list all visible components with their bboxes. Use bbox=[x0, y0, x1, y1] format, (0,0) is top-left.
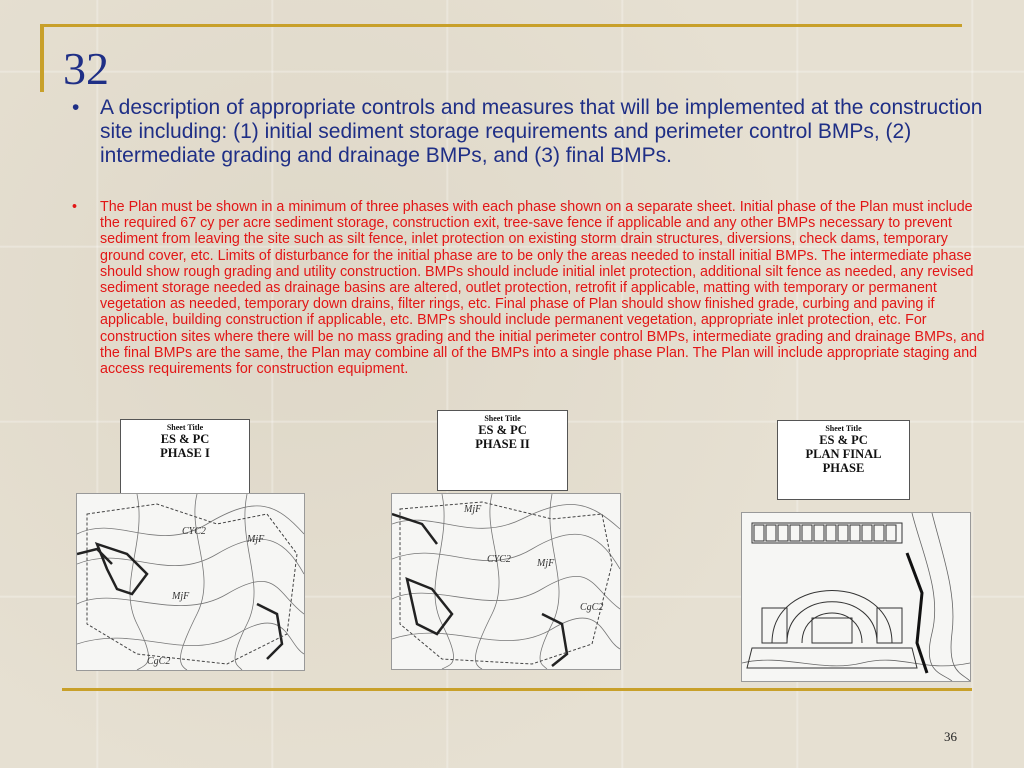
footer-rule bbox=[62, 688, 972, 691]
site-plan-drawing bbox=[77, 494, 304, 670]
sheet-title-phase-2 bbox=[437, 410, 568, 491]
site-plan-map-phase-1 bbox=[76, 493, 305, 671]
title-accent-horizontal-rule bbox=[40, 24, 962, 27]
sheet-title-line3: PHASE bbox=[822, 461, 865, 475]
map-label: MjF bbox=[537, 558, 555, 569]
bullet-item-detail bbox=[72, 199, 992, 377]
slide-title: 32 bbox=[63, 43, 109, 94]
map-label: CYC2 bbox=[182, 526, 206, 537]
page-number: 36 bbox=[944, 729, 957, 744]
site-plan-drawing bbox=[392, 494, 620, 669]
map-label: MjF bbox=[247, 534, 265, 545]
bullet-text: The Plan must be shown in a minimum of three phases with each phase shown on a separate sheet. Initial phase of the Plan must include the required 67 cy per acre sediment storage, construction exit, tree-save fence if applicable and any other BMPs necessary to prevent sediment from leaving the site such as silt fence, inlet protection on existing storm drain structures, diversions, check dams, temporary ground cover, etc. Limits of disturbance for the initial phase are to be only the areas needed to install initial BMPs. The intermediate phase should show rough grading and utility construction. BMPs should include initial inlet protection, additional silt fence as needed, any revised sediment storage needed as drainage basins are altered, outlet protection, retrofit if applicable, matting with temporary or permanent vegetation as needed, temporary down drains, filter rings, etc. Final phase of Plan should show finished grade, curbing and paving if applicable, building construction if applicable, etc. BMPs should include permanent vegetation, appropriate inlet protection, etc. For construction sites where there will be no mass grading and the initial perimeter control BMPs, intermediate grading and drainage BMPs, and the final BMPs are the same, the Plan may combine all of the BMPs into a single phase Plan. The Plan will include appropriate staging and access requirements for construction equipment. bbox=[100, 199, 985, 378]
sheet-title-label: Sheet Title bbox=[825, 424, 862, 433]
map-label: MjF bbox=[172, 591, 190, 602]
bullet-marker: • bbox=[72, 96, 80, 119]
map-label: MjF bbox=[464, 504, 482, 515]
sheet-title-label: Sheet Title bbox=[484, 414, 521, 423]
title-accent-vertical-rule bbox=[40, 24, 44, 92]
sheet-title-line2: PHASE I bbox=[160, 446, 210, 460]
sheet-title-line1: ES & PC bbox=[478, 423, 527, 437]
map-label: CYC2 bbox=[487, 554, 511, 565]
bullet-text: A description of appropriate controls and measures that will be implemented at the construction site including: (1) initial sediment storage requirements and perimeter control BMPs, (2) intermediate grading and drainage BMPs, and (3) final BMPs. bbox=[100, 96, 983, 167]
site-plan-map-phase-2 bbox=[391, 493, 621, 670]
site-plan-drawing bbox=[742, 513, 970, 681]
sheet-title-line1: ES & PC bbox=[160, 432, 210, 446]
sheet-title-line2: PHASE II bbox=[475, 437, 530, 451]
site-plan-map-final-phase bbox=[741, 512, 971, 682]
sheet-title-line2: PLAN FINAL bbox=[805, 447, 882, 461]
sheet-title-final-phase bbox=[777, 420, 910, 500]
sheet-title-line1: ES & PC bbox=[819, 433, 868, 447]
sheet-title-phase-1 bbox=[120, 419, 250, 498]
map-label: CgC2 bbox=[147, 656, 171, 667]
bullet-item-primary bbox=[72, 96, 992, 168]
map-label: CgC2 bbox=[580, 602, 604, 613]
bullet-marker: • bbox=[72, 199, 78, 215]
sheet-title-label: Sheet Title bbox=[166, 423, 204, 432]
